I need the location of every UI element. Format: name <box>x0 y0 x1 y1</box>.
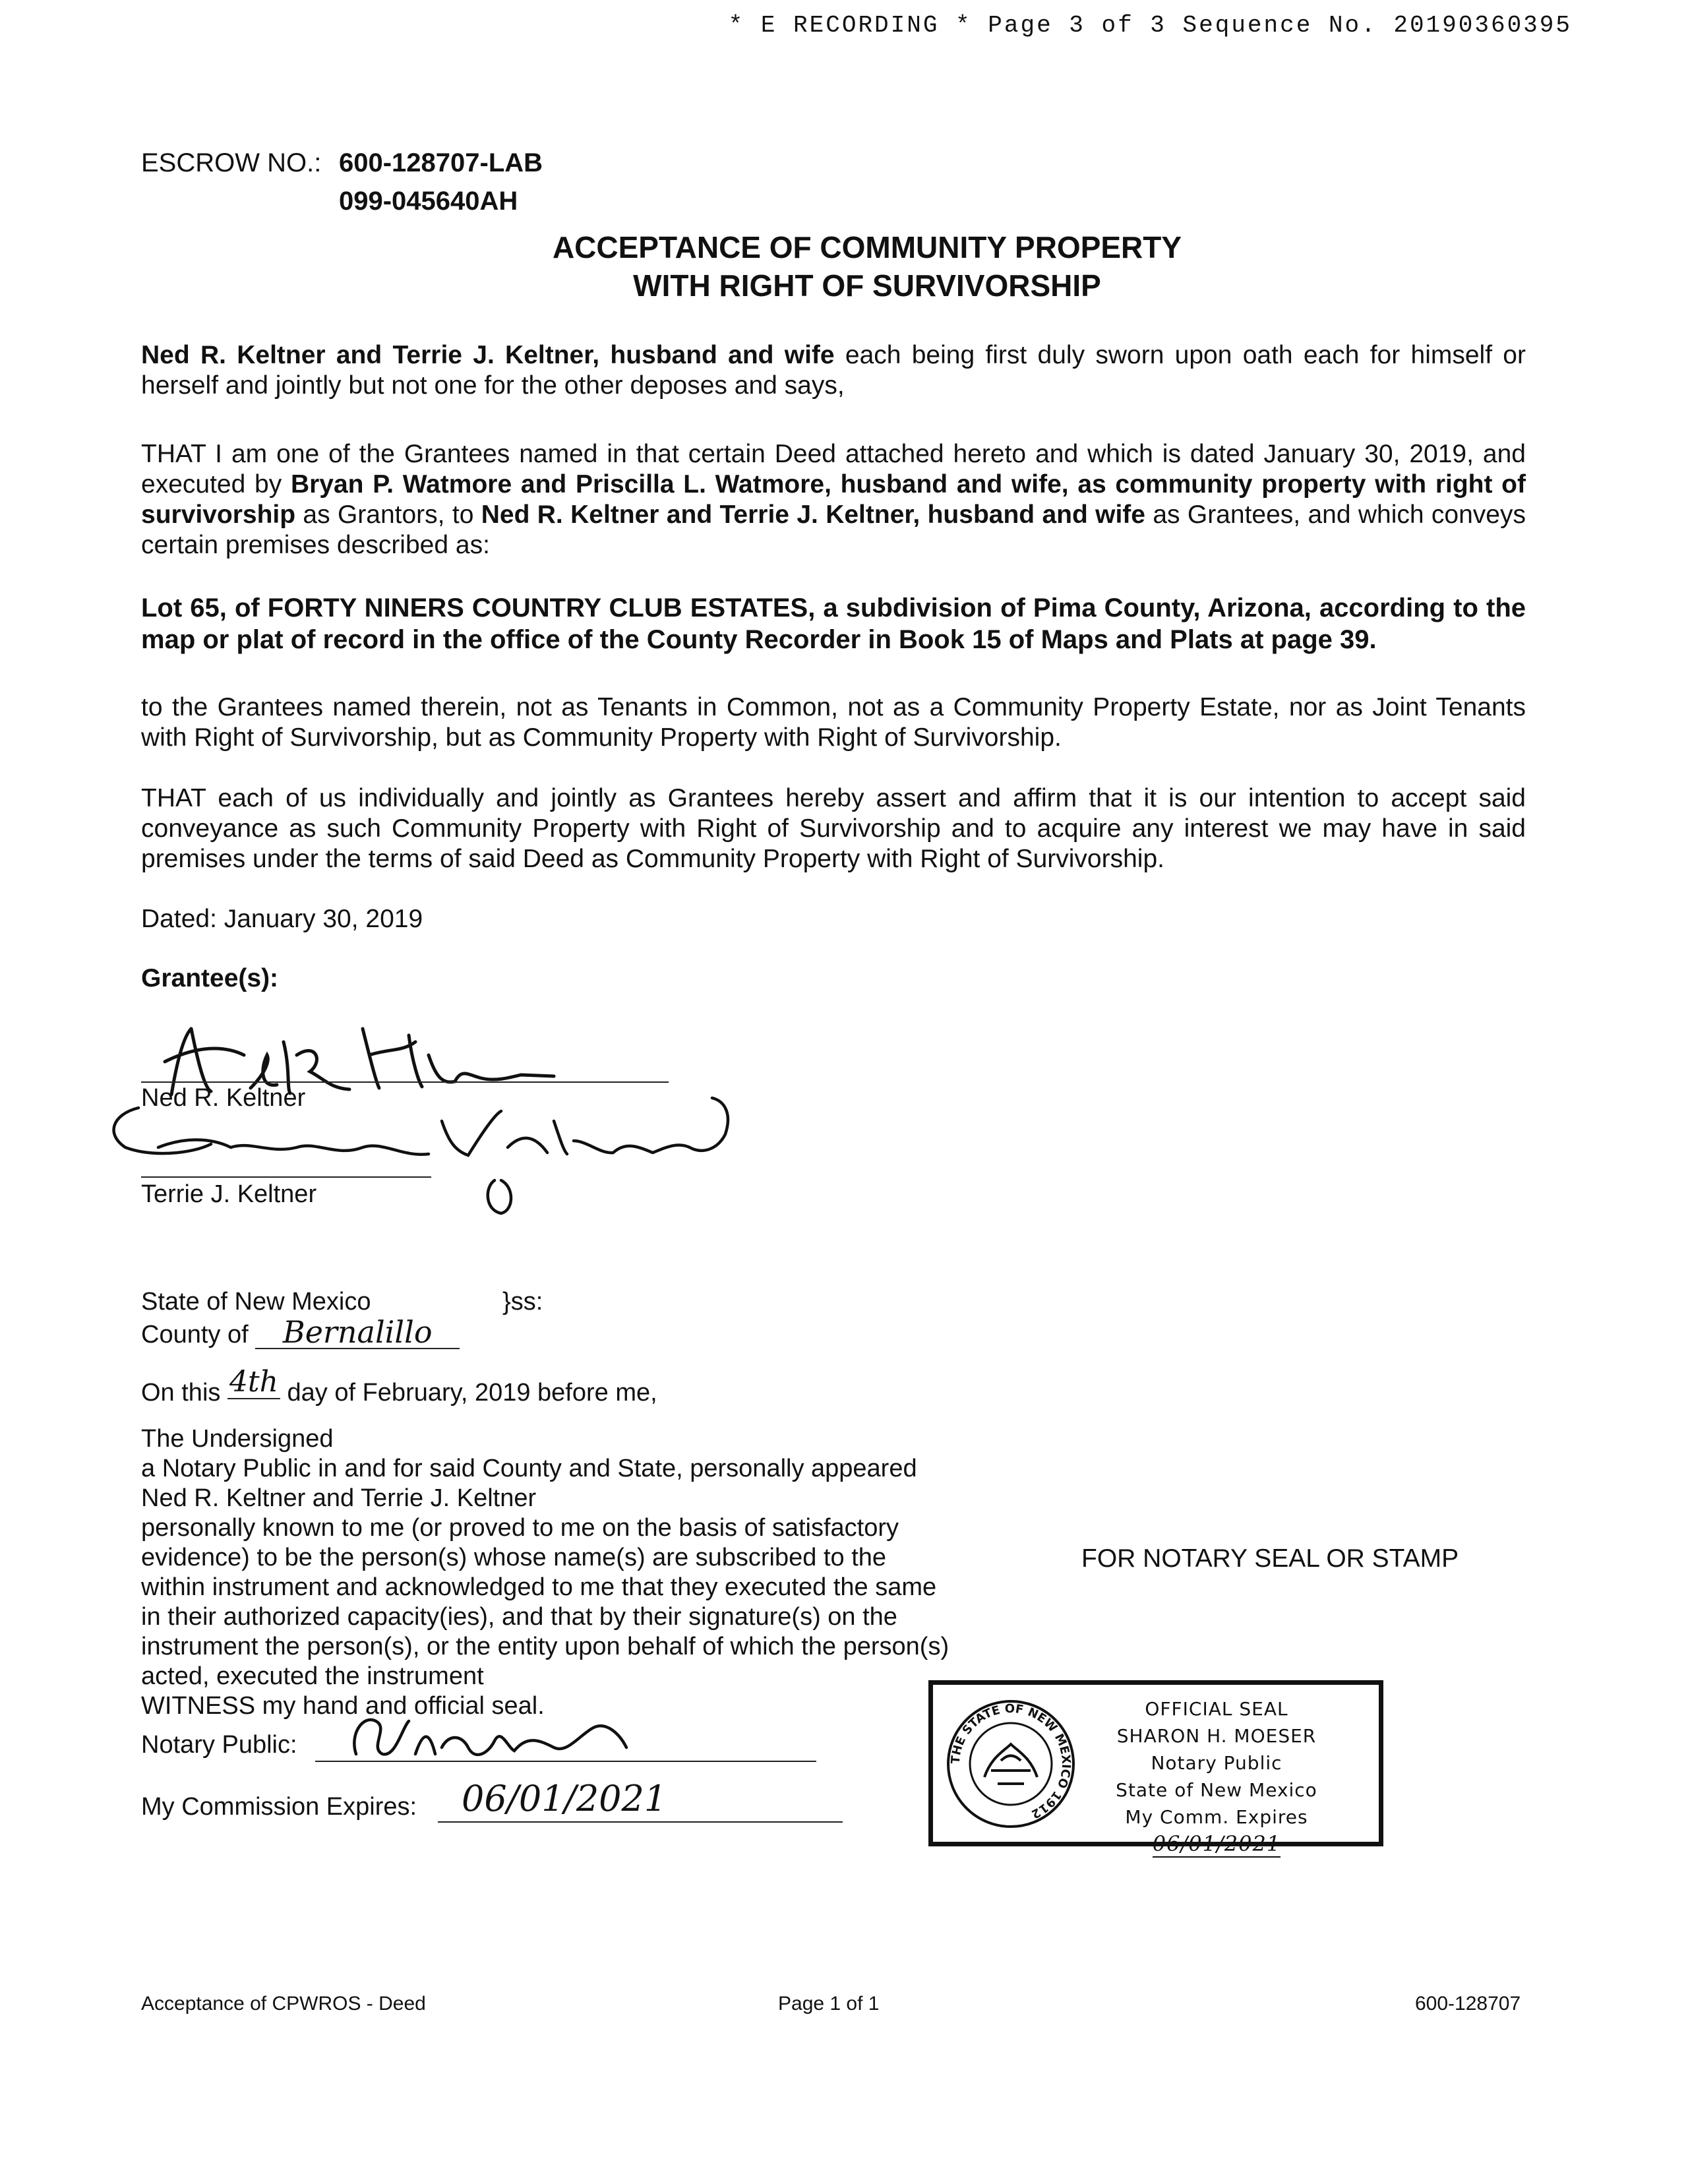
on-this-text: On this <box>141 1379 221 1407</box>
seal-expires-label: My Comm. Expires <box>1125 1806 1308 1828</box>
seal-ring-text: THE STATE OF NEW MEXICO 1912 <box>948 1701 1073 1821</box>
county-label: County of <box>141 1321 249 1349</box>
seal-area-label: FOR NOTARY SEAL OR STAMP <box>1081 1544 1459 1573</box>
notary-seal-stamp <box>928 1680 1383 1856</box>
seal-title: OFFICIAL SEAL <box>1145 1698 1288 1720</box>
grantee2-signature-line <box>141 1176 431 1178</box>
notary-county <box>141 1316 460 1350</box>
escrow-number-1: 600-128707-LAB <box>339 148 543 177</box>
seal-role: Notary Public <box>1151 1752 1282 1774</box>
seal-state: State of New Mexico <box>1116 1779 1317 1801</box>
title-line-1: ACCEPTANCE OF COMMUNITY PROPERTY <box>552 230 1182 264</box>
intention-paragraph: THAT each of us individually and jointly as Grantees hereby assert and affirm that it is our intention to accept said conveyance as such Community Property with Right of Survivorship and to acquire any interest we may have in said premises under the terms of said Deed as Community Property with Right of Survivorship. <box>141 784 1526 873</box>
seal-expiration <box>1058 1804 1375 1858</box>
grantee1-signature-line <box>141 1081 669 1083</box>
day-rest-text: day of February, 2019 before me, <box>287 1379 657 1407</box>
escrow-label: ESCROW NO.: <box>141 148 322 177</box>
ss-mark: }ss: <box>502 1288 543 1316</box>
affiant-paragraph <box>141 340 1526 401</box>
deed-text-1: THAT I am one of the Grantees named in that certain Deed attached hereto and which is dated January 30, 2019, and executed by <box>141 440 1526 499</box>
notary-public-label: Notary Public: <box>141 1731 297 1759</box>
grantors-bold: Bryan P. Watmore and Priscilla L. Watmore, husband and wife, as community property with right of survivorship <box>141 470 1526 529</box>
notary-line: WITNESS my hand and official seal. <box>141 1692 545 1720</box>
grantee1-name: Ned R. Keltner <box>141 1084 306 1112</box>
grantees-label: Grantee(s): <box>141 964 279 992</box>
seal-expires-handwritten: 06/01/2021 <box>1152 1831 1281 1856</box>
recording-header: * E RECORDING * Page 3 of 3 Sequence No. 20190360395 <box>728 12 1572 39</box>
affiants-bold: Ned R. Keltner and Terrie J. Keltner, husband and wife <box>141 341 835 369</box>
acknowledgment-date <box>141 1365 657 1409</box>
tenancy-paragraph: to the Grantees named therein, not as Tenants in Common, not as a Community Property Estate, nor as Joint Tenants with Right of Survivorship, but as Community Property with Right of Survivorship. <box>141 693 1526 752</box>
seal-text-block <box>1058 1695 1375 1858</box>
legal-description: Lot 65, of FORTY NINERS COUNTRY CLUB ESTATES, a subdivision of Pima County, Arizona, according to the map or plat of record in the office of the County Recorder in Book 15 of Maps and Plats at page 39. <box>141 593 1526 654</box>
day-handwritten: 4th <box>227 1366 280 1399</box>
notary-line: in their authorized capacity(ies), and that by their signature(s) on the <box>141 1603 897 1631</box>
notary-line: personally known to me (or proved to me on the basis of satisfactory <box>141 1514 899 1542</box>
notary-line: acted, executed the instrument <box>141 1662 484 1690</box>
notary-line: a Notary Public in and for said County and State, personally appeared <box>141 1455 917 1482</box>
commission-label: My Commission Expires: <box>141 1793 417 1821</box>
title-line-2: WITH RIGHT OF SURVIVORSHIP <box>633 268 1101 303</box>
affiants-text: each being first duly sworn upon oath each for himself or herself and jointly but not one for the other deposes and says, <box>141 341 1526 400</box>
notary-line: Ned R. Keltner and Terrie J. Keltner <box>141 1484 537 1512</box>
deed-text-2: as Grantors, to <box>295 501 481 529</box>
notary-line: within instrument and acknowledged to me that they executed the same <box>141 1573 937 1601</box>
notary-signature <box>343 1708 633 1767</box>
grantee2-name: Terrie J. Keltner <box>141 1180 317 1208</box>
seal-notary-name: SHARON H. MOESER <box>1116 1725 1317 1747</box>
escrow-number-2: 099-045640AH <box>339 187 518 216</box>
escrow-block <box>141 144 543 220</box>
footer-left: Acceptance of CPWROS - Deed <box>141 1993 426 2015</box>
notary-line: The Undersigned <box>141 1425 334 1453</box>
deed-text-3: as Grantees, and which conveys certain premises described as: <box>141 501 1526 559</box>
state-seal-emblem <box>945 1698 1077 1830</box>
dated-line: Dated: January 30, 2019 <box>141 905 423 933</box>
commission-handwritten: 06/01/2021 <box>462 1778 667 1819</box>
footer-right: 600-128707 <box>1415 1993 1521 2015</box>
grantees-bold: Ned R. Keltner and Terrie J. Keltner, husband and wife <box>481 501 1145 529</box>
notary-acknowledgment <box>141 1424 1064 1721</box>
notary-line: evidence) to be the person(s) whose name(s) are subscribed to the <box>141 1544 887 1571</box>
commission-line <box>438 1821 843 1823</box>
notary-state <box>141 1286 371 1318</box>
state-text: State of New Mexico <box>141 1288 371 1316</box>
county-handwritten: Bernalillo <box>255 1316 460 1349</box>
document-title <box>0 228 1688 305</box>
deed-paragraph <box>141 439 1526 561</box>
footer-center: Page 1 of 1 <box>778 1993 880 2015</box>
notary-line: instrument the person(s), or the entity upon behalf of which the person(s) <box>141 1633 950 1660</box>
